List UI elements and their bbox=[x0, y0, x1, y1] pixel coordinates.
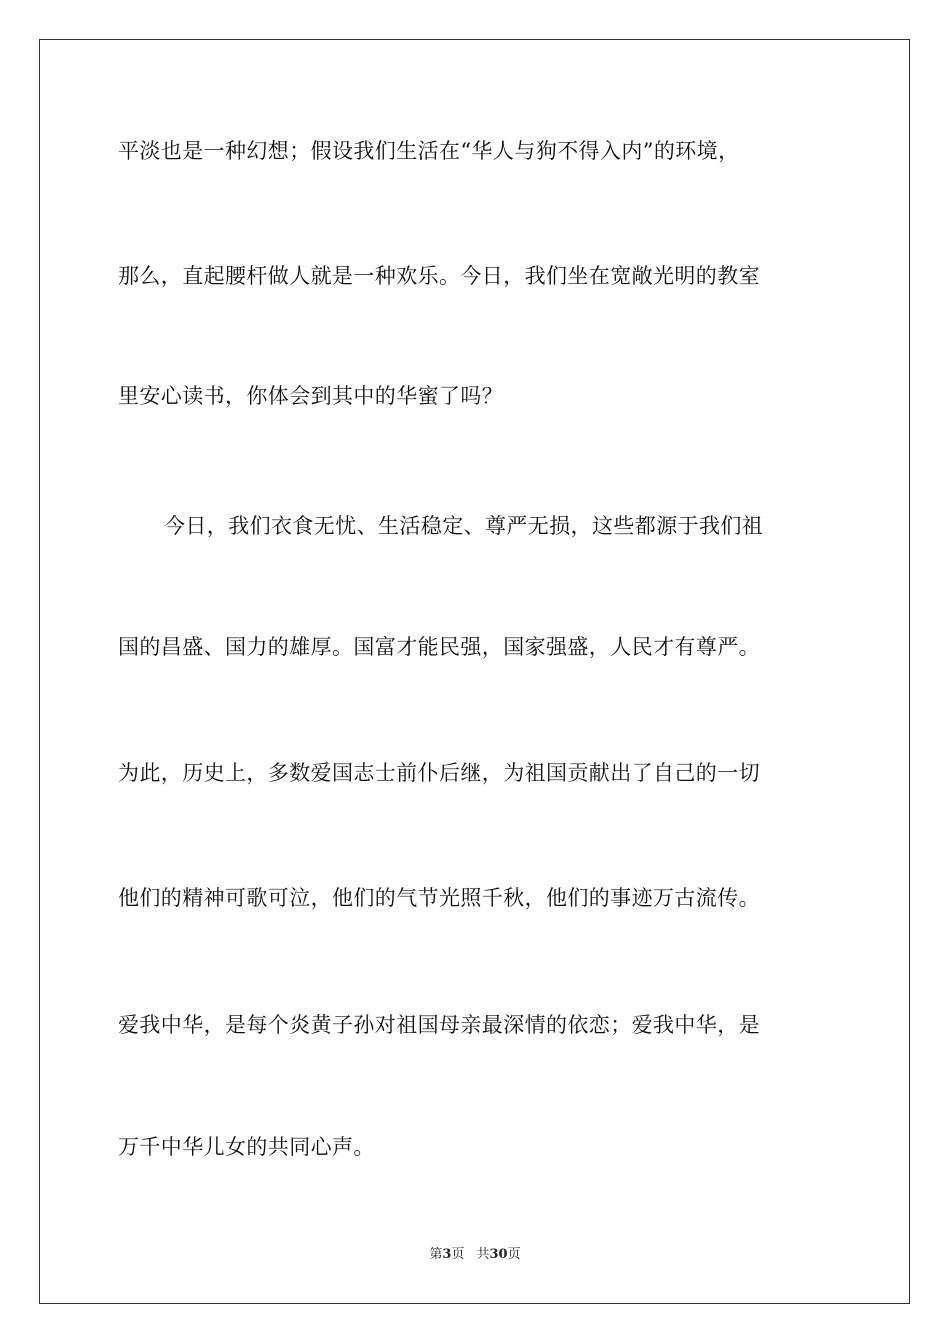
page-number: 3 bbox=[442, 1247, 452, 1262]
text-line-1: 平淡也是一种幻想；假设我们生活在“华人与狗不得入内”的环境， bbox=[118, 139, 740, 163]
paragraph-start-line: 今日，我们衣食无忧、生活稳定、尊严无损，这些都源于我们祖 bbox=[164, 514, 764, 538]
text-line-2: 那么，直起腰杆做人就是一种欢乐。今日，我们坐在宽敞光明的教室 bbox=[118, 264, 760, 288]
text-line-3: 里安心读书，你体会到其中的华蜜了吗？ bbox=[118, 384, 504, 408]
text-line-7: 他们的精神可歌可泣，他们的气节光照千秋，他们的事迹万古流传。 bbox=[118, 886, 760, 910]
total-prefix: 共 bbox=[476, 1247, 490, 1262]
text-line-6: 为此，历史上，多数爱国志士前仆后继，为祖国贡献出了自己的一切 bbox=[118, 761, 760, 785]
text-line-8: 爱我中华，是每个炎黄子孙对祖国母亲最深情的依恋；爱我中华，是 bbox=[118, 1013, 760, 1037]
page-suffix: 页 bbox=[451, 1247, 465, 1262]
text-line-9: 万千中华儿女的共同心声。 bbox=[118, 1135, 375, 1159]
text-line-5: 国的昌盛、国力的雄厚。国富才能民强，国家强盛，人民才有尊严。 bbox=[118, 635, 760, 659]
page-footer bbox=[0, 1246, 950, 1264]
total-pages: 30 bbox=[489, 1247, 508, 1262]
page-border bbox=[39, 39, 910, 1304]
page-prefix: 第 bbox=[429, 1247, 443, 1262]
total-suffix: 页 bbox=[507, 1247, 521, 1262]
